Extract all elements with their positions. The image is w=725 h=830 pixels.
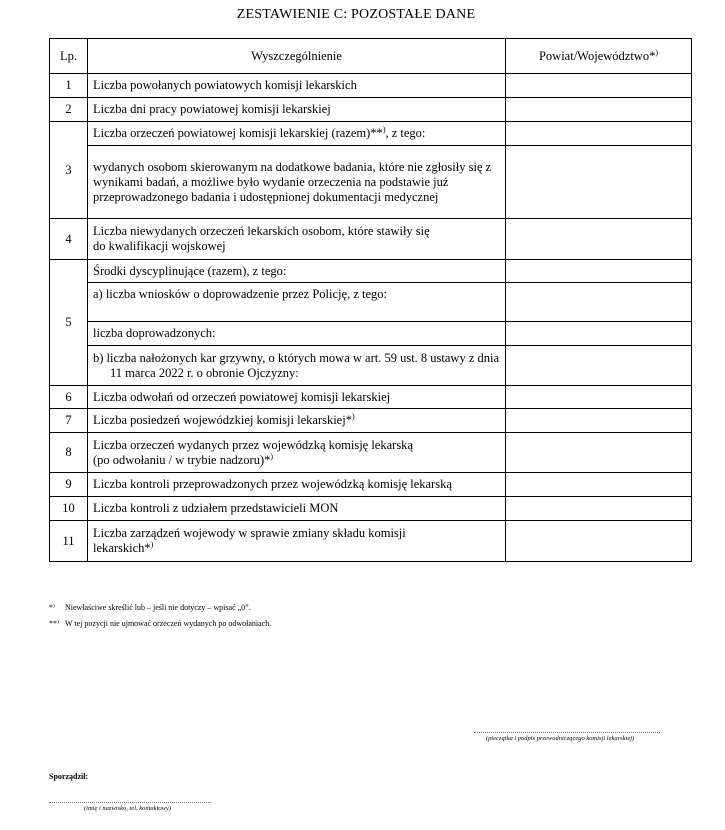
value-cell[interactable] bbox=[506, 122, 692, 146]
data-table bbox=[49, 38, 692, 562]
footnote-ref: ) bbox=[351, 411, 355, 421]
row-number: 8 bbox=[50, 433, 88, 473]
row-number: 4 bbox=[50, 219, 88, 260]
prepared-by-label: Sporządził: bbox=[49, 772, 89, 781]
table-row bbox=[50, 497, 692, 521]
value-cell[interactable] bbox=[506, 283, 692, 322]
row-description-text: Liczba posiedzeń wojewódzkiej komisji lekarskiej* bbox=[93, 413, 352, 427]
row-description bbox=[88, 433, 506, 473]
value-cell[interactable] bbox=[506, 322, 692, 346]
row-number: 11 bbox=[50, 521, 88, 562]
row-description: wydanych osobom skierowanym na dodatkowe badania, które nie zgłosiły się z wynikami badań, a możliwe było wydanie orzeczenia na podstawie już przeprowadzonego badania i udostępnionej dokumentacji medycznej bbox=[88, 146, 506, 219]
row-description: Liczba odwołań od orzeczeń powiatowej komisji lekarskiej bbox=[88, 386, 506, 409]
table-row bbox=[50, 346, 692, 386]
row-description: Liczba kontroli z udziałem przedstawicieli MON bbox=[88, 497, 506, 521]
table-row bbox=[50, 283, 692, 322]
value-cell[interactable] bbox=[506, 260, 692, 283]
table-row bbox=[50, 433, 692, 473]
row-description: Liczba dni pracy powiatowej komisji lekarskiej bbox=[88, 98, 506, 122]
value-cell[interactable] bbox=[506, 146, 692, 219]
row-number: 3 bbox=[50, 122, 88, 219]
table-row bbox=[50, 473, 692, 497]
row-description: Liczba kontroli przeprowadzonych przez wojewódzką komisję lekarską bbox=[88, 473, 506, 497]
row-description: a) liczba wniosków o doprowadzenie przez Policję, z tego: bbox=[88, 283, 506, 322]
row-number: 1 bbox=[50, 74, 88, 98]
row-description bbox=[88, 346, 506, 386]
row-number: 9 bbox=[50, 473, 88, 497]
value-cell[interactable] bbox=[506, 521, 692, 562]
row-description: Środki dyscyplinujące (razem), z tego: bbox=[88, 260, 506, 283]
row-description-line: Liczba orzeczeń wydanych przez wojewódzką komisję lekarską bbox=[93, 437, 413, 452]
row-number: 5 bbox=[50, 260, 88, 386]
table-row bbox=[50, 74, 692, 98]
row-description-line: (po odwołaniu / w trybie nadzoru)* bbox=[93, 452, 271, 467]
table-row bbox=[50, 521, 692, 562]
value-cell[interactable] bbox=[506, 473, 692, 497]
row-description-line: Liczba zarządzeń wojewody w sprawie zmiany składu komisji bbox=[93, 526, 406, 540]
row-description bbox=[88, 122, 506, 146]
row-description: Liczba powołanych powiatowych komisji lekarskich bbox=[88, 74, 506, 98]
value-cell[interactable] bbox=[506, 346, 692, 386]
row-description bbox=[88, 409, 506, 433]
column-header-value bbox=[506, 39, 692, 74]
row-description-line: do kwalifikacji wojskowej bbox=[93, 239, 226, 253]
row-number: 7 bbox=[50, 409, 88, 433]
signature-caption: (pieczątka i podpis przewodniczącego komisji lekarskiej) bbox=[486, 735, 635, 742]
value-cell[interactable] bbox=[506, 497, 692, 521]
footnote-2 bbox=[49, 619, 271, 629]
table-row bbox=[50, 260, 692, 283]
page-title: ZESTAWIENIE C: POZOSTAŁE DANE bbox=[236, 7, 476, 22]
table-row bbox=[50, 409, 692, 433]
prepared-by-line[interactable] bbox=[49, 802, 211, 803]
footnote-mark: *⁾ bbox=[49, 603, 55, 612]
table-header-row bbox=[50, 39, 692, 74]
table-row bbox=[50, 98, 692, 122]
signature-line[interactable] bbox=[474, 732, 660, 733]
footnote-ref: ) bbox=[382, 124, 386, 134]
value-cell[interactable] bbox=[506, 98, 692, 122]
column-header-description: Wyszczególnienie bbox=[88, 39, 506, 74]
footnote-text: Niewłaściwe skreślić lub – jeśli nie dotyczy – wpisać „0”. bbox=[65, 603, 251, 612]
footnote-mark: **⁾ bbox=[49, 619, 59, 628]
row-description bbox=[88, 219, 506, 260]
row-number: 6 bbox=[50, 386, 88, 409]
footnote-text: W tej pozycji nie ujmować orzeczeń wydanych po odwołaniach. bbox=[65, 619, 272, 628]
footnote-ref: ) bbox=[655, 47, 658, 57]
footnote-ref: ) bbox=[150, 539, 154, 549]
row-number: 10 bbox=[50, 497, 88, 521]
row-description-text: b) liczba nałożonych kar grzywny, o których mowa w art. 59 ust. 8 ustawy z dnia 11 marca 2022 r. o obronie Ojczyzny: bbox=[93, 350, 500, 380]
column-header-value-label: Powiat/Województwo* bbox=[538, 48, 656, 63]
row-description-tail: , z tego: bbox=[385, 126, 426, 140]
value-cell[interactable] bbox=[506, 433, 692, 473]
row-description: liczba doprowadzonych: bbox=[88, 322, 506, 346]
table-row bbox=[50, 386, 692, 409]
value-cell[interactable] bbox=[506, 74, 692, 98]
table-row bbox=[50, 322, 692, 346]
row-description-line: lekarskich* bbox=[93, 541, 151, 555]
footnote-ref: ) bbox=[270, 451, 274, 461]
table-row bbox=[50, 219, 692, 260]
prepared-by-caption: (imię i nazwisko, tel. kontaktowy) bbox=[84, 805, 172, 812]
value-cell[interactable] bbox=[506, 219, 692, 260]
row-description bbox=[88, 521, 506, 562]
table-row bbox=[50, 146, 692, 219]
value-cell[interactable] bbox=[506, 386, 692, 409]
row-description-text: Liczba orzeczeń powiatowej komisji lekarskiej (razem)** bbox=[93, 126, 383, 140]
row-description-line: Liczba niewydanych orzeczeń lekarskich osobom, które stawiły się bbox=[93, 224, 430, 238]
column-header-lp: Lp. bbox=[50, 39, 88, 74]
value-cell[interactable] bbox=[506, 409, 692, 433]
row-number: 2 bbox=[50, 98, 88, 122]
table-row bbox=[50, 122, 692, 146]
footnote-1 bbox=[49, 603, 251, 613]
